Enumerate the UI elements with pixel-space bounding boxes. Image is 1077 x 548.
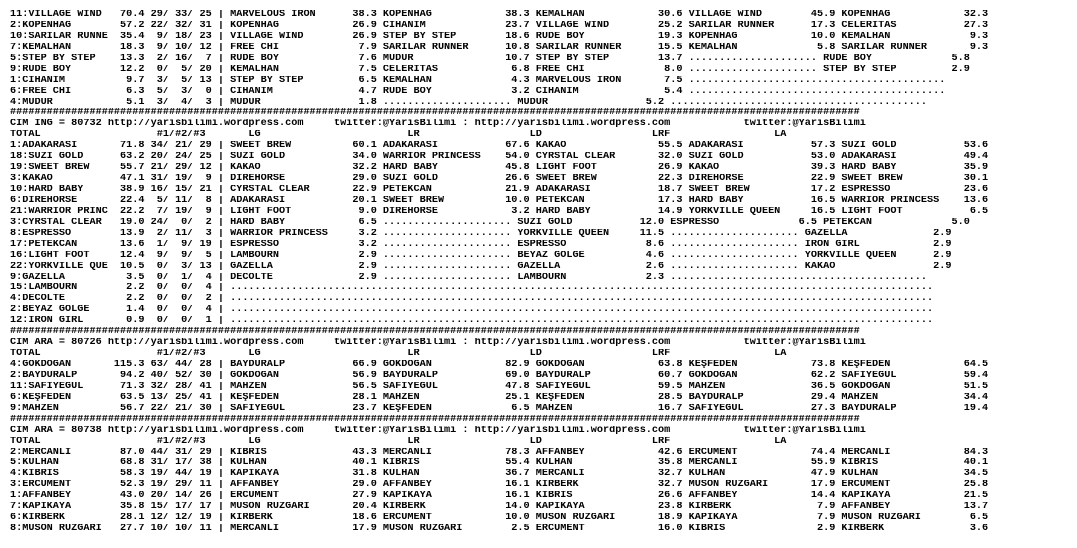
text-line: 19:SWEET BREW 55.7 21/ 29/ 12 | KAKAO 32.2 HARD BABY 45.8 LIGHT FOOT 26.9 KAKAO 39.3 HARD BABY 35.9 [10,163,989,174]
text-line: 2:KOPENHAG 57.2 22/ 32/ 31 | KOPENHAG 26.9 CİHANIM 23.7 VILLAGE WIND 25.2 SARILAR RUNNER 17.3 CELERITAS 27.3 [10,20,989,31]
text-line: 9:MAHZEN 56.7 22/ 21/ 30 | SAFİYEGÜL 23.7 KEŞFEDEN 6.5 MAHZEN 16.7 SAFİYEGÜL 27.3 BAYDURALP 19.4 [10,403,989,414]
text-line: 4:KIBRIS 58.3 19/ 44/ 19 | KAPIKAYA 31.8 KÜLHAN 36.7 MERCANLI 32.7 KÜLHAN 47.9 KÜLHAN 34.5 [10,469,989,480]
text-line: TOTAL #1/#2/#3 LG LR LD LRF LA [10,130,787,141]
text-line: 6:DIREHORSE 22.4 5/ 11/ 8 | ADAKARASI 20.1 SWEET BREW 10.0 PETEKCAN 17.3 HARD BABY 16.5 WARRIOR PRINCESS 13.6 [10,195,989,206]
text-line: 2:BAYDURALP 94.2 40/ 52/ 30 | GÖKDOĞAN 56.9 BAYDURALP 69.0 BAYDURALP 60.7 GÖKDOĞAN 62.2 SAFİYEGÜL 59.4 [10,370,989,381]
text-line: 8:ESPRESSO 13.9 2/ 11/ 3 | WARRIOR PRINCESS 3.2 ..................... YORKVILLE QUEEN 11.5 ..................... GAZELLA 2.9 [10,228,952,239]
text-line: 12:IRON GIRL 0.9 0/ 0/ 1 | ................................................................................................................... [10,316,934,327]
text-line: 21:WARRIOR PRINC 22.2 7/ 19/ 9 | LIGHT FOOT 9.0 DIREHORSE 3.2 HARD BABY 14.9 YORKVILLE QUEEN 16.5 LIGHT FOOT 6.5 [10,206,989,217]
separator-line: ########################################################################################################################################### [10,327,860,338]
text-line: 4:MÜDÜR 5.1 3/ 4/ 3 | MÜDÜR 1.8 ..................... MÜDÜR 5.2 .......................................... [10,97,928,108]
text-line: 1:CİHANIM 9.7 3/ 5/ 13 | STEP BY STEP 6.5 KEMALHAN 4.3 MARVELOUS IRON 7.5 .......................................... [10,75,946,86]
text-line: CIM ARA = 80726 http://yarisbilimi.wordpress.com twitter:@YarisBilimi : http://yarisbilimi.wordpress.com twitter:@YarisBilimi [10,338,866,349]
text-line: 2:BEYAZ GÖLGE 1.4 0/ 0/ 4 | ................................................................................................................... [10,305,934,316]
text-line: TOTAL #1/#2/#3 LG LR LD LRF LA [10,436,787,447]
text-line: 16:LIGHT FOOT 12.4 9/ 9/ 5 | LAMBOURN 2.9 ..................... BEYAZ GÖLGE 4.6 ..................... YORKVILLE QUEEN 2.9 [10,250,952,261]
text-line: 10:SARILAR RUNNE 35.4 9/ 18/ 23 | VILLAGE WIND 26.9 STEP BY STEP 18.6 RUDE BOY 19.3 KOPENHAG 10.0 KEMALHAN 9.3 [10,31,989,42]
text-line: 10:HARD BABY 38.9 16/ 15/ 21 | CYRSTAL CLEAR 22.9 PETEKCAN 21.9 ADAKARASI 18.7 SWEET BREW 17.2 ESPRESSO 23.6 [10,185,989,195]
text-line: 2:MERCANLI 87.0 44/ 31/ 29 | KIBRIS 43.3 MERCANLI 78.3 AFFANBEY 42.6 ERCÜMENT 74.4 MERCANLI 84.3 [10,447,989,458]
text-line: 9:RUDE BOY 12.2 0/ 5/ 20 | KEMALHAN 7.5 CELERITAS 6.8 FREE CHI 8.0 ..................... STEP BY STEP 2.9 [10,64,970,75]
text-line: 9:GAZELLA 3.5 0/ 1/ 4 | DECOLTE 2.9 ..................... LAMBOURN 2.3 .......................................... [10,272,928,283]
text-line: 6:KIRBERK 28.1 12/ 12/ 19 | KIRBERK 18.6 ERCÜMENT 10.0 MUSON RÜZGARI 18.9 KAPIKAYA 7.9 MUSON RÜZGARI 6.5 [10,513,989,524]
text-line: 17:PETEKCAN 13.6 1/ 9/ 19 | ESPRESSO 3.2 ..................... ESPRESSO 8.6 ..................... IRON GIRL 2.9 [10,239,952,250]
text-line: CIM ING = 80732 http://yarisbilimi.wordpress.com twitter:@YarisBilimi : http://yarisbilimi.wordpress.com twitter:@YarisBilimi [10,119,866,130]
text-line: 1:AFFANBEY 43.0 20/ 14/ 26 | ERCÜMENT 27.9 KAPIKAYA 16.1 KIBRIS 26.6 AFFANBEY 14.4 KAPIKAYA 21.5 [10,491,989,502]
text-line: TOTAL #1/#2/#3 LG LR LD LRF LA [10,349,787,360]
separator-line: ########################################################################################################################################### [10,108,860,119]
text-line: 7:KEMALHAN 18.3 9/ 10/ 12 | FREE CHI 7.9 SARILAR RUNNER 10.8 SARILAR RUNNER 15.5 KEMALHAN 5.8 SARILAR RUNNER 9.3 [10,42,989,53]
text-line: 22:YORKVILLE QUE 10.5 0/ 3/ 13 | GAZELLA 2.9 ..................... GAZELLA 2.6 ..................... KAKAO 2.9 [10,261,952,272]
text-line: 1:ADAKARASI 71.8 34/ 21/ 29 | SWEET BREW 60.1 ADAKARASI 67.6 KAKAO 55.5 ADAKARASI 57.3 SUZİ GOLD 53.6 [10,141,989,152]
text-line: 4:DECOLTE 2.2 0/ 0/ 2 | ................................................................................................................... [10,294,934,305]
text-line: 3:KAKAO 47.1 31/ 19/ 9 | DIREHORSE 29.0 SUZİ GOLD 26.6 SWEET BREW 22.3 DIREHORSE 22.9 SWEET BREW 30.1 [10,174,989,185]
text-line: 7:KAPIKAYA 35.8 15/ 17/ 17 | MUSON RÜZGARI 20.4 KIRBERK 14.0 KAPIKAYA 23.8 KIRBERK 7.9 AFFANBEY 13.7 [10,502,989,513]
text-line: 6:FREE CHI 6.3 5/ 3/ 0 | CİHANIM 4.7 RUDE BOY 3.2 CİHANIM 5.4 .......................................... [10,86,946,97]
text-line: 5:STEP BY STEP 13.3 2/ 16/ 7 | RUDE BOY 7.6 MÜDÜR 10.7 STEP BY STEP 13.7 ..................... RUDE BOY 5.8 [10,53,970,64]
separator-line: ########################################################################################################################################### [10,414,860,425]
text-line: 3:CYRSTAL CLEAR 19.0 24/ 0/ 2 | HARD BABY 6.5 ..................... SUZİ GOLD 12.0 ESPRESSO 6.5 PETEKCAN 5.0 [10,217,970,228]
text-line: CIM ARA = 80738 http://yarisbilimi.wordpress.com twitter:@YarisBilimi : http://yarisbilimi.wordpress.com twitter:@YarisBilimi [10,425,866,436]
text-line: 15:LAMBOURN 2.2 0/ 0/ 4 | ................................................................................................................... [10,283,934,294]
text-line: 18:SUZİ GOLD 63.2 20/ 24/ 25 | SUZİ GOLD 34.0 WARRIOR PRINCESS 54.0 CYRSTAL CLEAR 32.0 SUZİ GOLD 53.0 ADAKARASI 49.4 [10,152,989,163]
text-line: 11:SAFİYEGÜL 71.3 32/ 28/ 41 | MAHZEN 56.5 SAFİYEGÜL 47.8 SAFİYEGÜL 59.5 MAHZEN 36.5 GÖKDOĞAN 51.5 [10,381,989,392]
text-line: 8:MUSON RÜZGARI 27.7 10/ 10/ 11 | MERCANLI 17.9 MUSON RÜZGARI 2.5 ERCÜMENT 16.0 KIBRIS 2.9 KIRBERK 3.6 [10,524,989,535]
text-line: 5:KÜLHAN 68.8 31/ 17/ 38 | KÜLHAN 40.1 KIBRIS 55.4 KÜLHAN 35.8 MERCANLI 55.9 KIBRIS 40.1 [10,458,989,469]
text-line: 3:ERCÜMENT 52.3 19/ 29/ 11 | AFFANBEY 29.0 AFFANBEY 16.1 KIRBERK 32.7 MUSON RÜZGARI 17.9 ERCÜMENT 25.8 [10,480,989,491]
text-line: 11:VILLAGE WIND 70.4 29/ 33/ 25 | MARVELOUS IRON 38.3 KOPENHAG 38.3 KEMALHAN 30.6 VILLAGE WIND 45.9 KOPENHAG 32.3 [10,10,989,20]
text-line: 6:KEŞFEDEN 63.5 13/ 25/ 41 | KEŞFEDEN 28.1 MAHZEN 25.1 KEŞFEDEN 28.5 BAYDURALP 29.4 MAHZEN 34.4 [10,392,989,403]
text-line: 4:GÖKDOĞAN 115.3 63/ 44/ 28 | BAYDURALP 66.9 GÖKDOĞAN 82.9 GÖKDOĞAN 63.8 KEŞFEDEN 73.8 KEŞFEDEN 64.5 [10,360,989,370]
